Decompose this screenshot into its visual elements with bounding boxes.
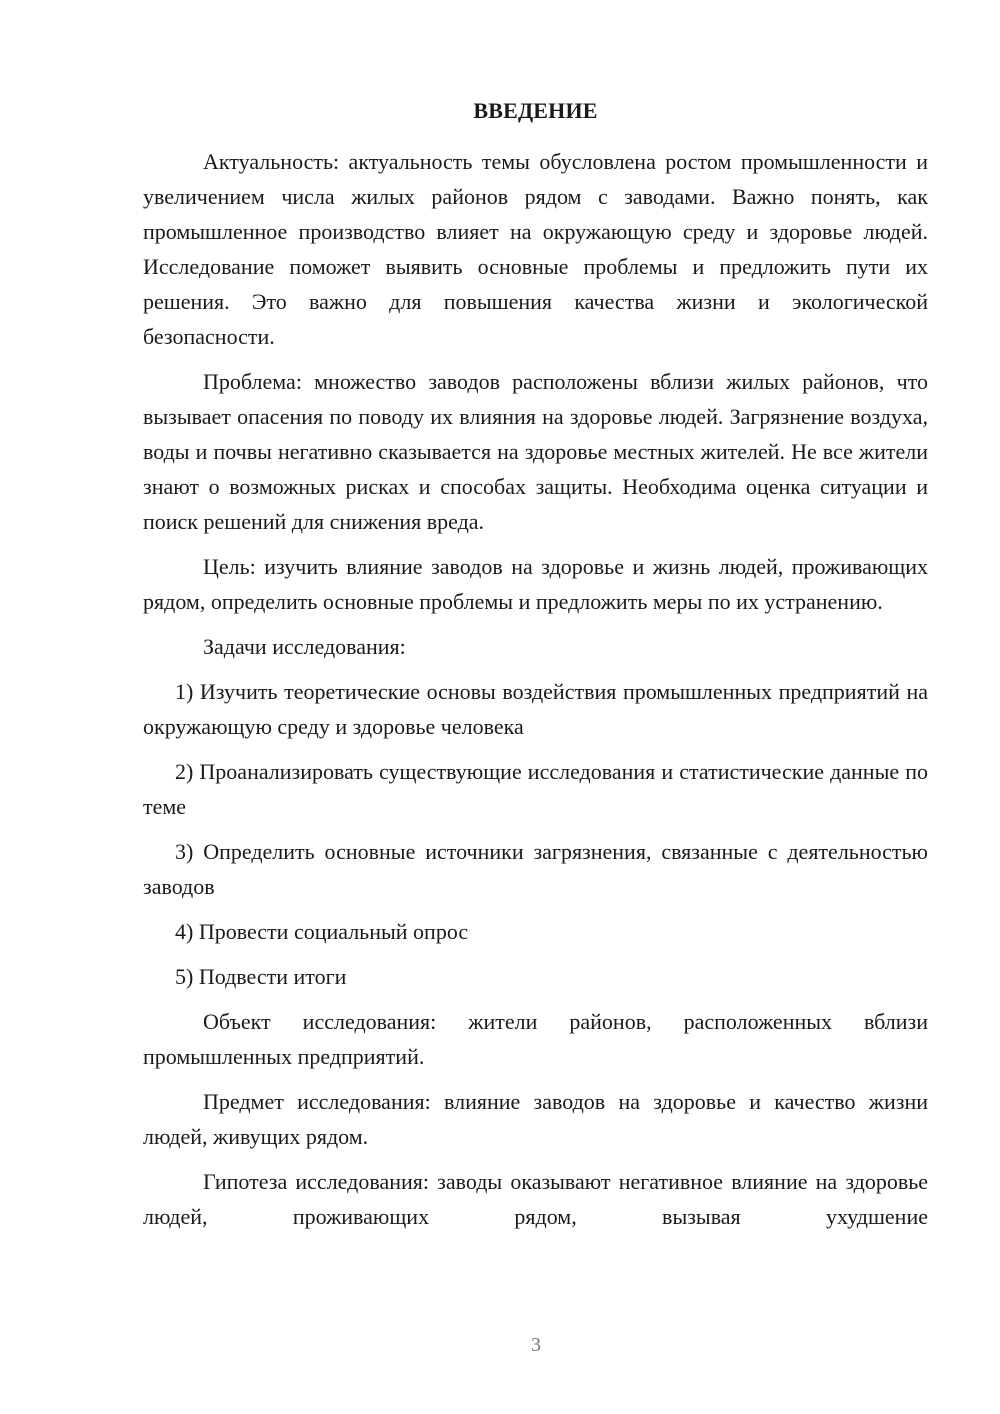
page-title: ВВЕДЕНИЕ [473, 98, 598, 123]
tasks-heading: Задачи исследования: [203, 634, 406, 659]
paragraph-goal: Цель: изучить влияние заводов на здоровье и жизнь людей, проживающих рядом, определить основные проблемы и предложить меры по их устранению. [143, 554, 928, 614]
paragraph-object: Объект исследования: жители районов, расположенных вблизи промышленных предприятий. [143, 1009, 928, 1069]
paragraph-hypothesis: Гипотеза исследования: заводы оказывают негативное влияние на здоровье людей, проживающих рядом, вызывая ухудшение [143, 1169, 928, 1229]
task-item-4: 4) Провести социальный опрос [175, 919, 469, 944]
paragraph-relevance: Актуальность: актуальность темы обусловлена ростом промышленности и увеличением числа жилых районов рядом с заводами. Важно понять, как промышленное производство влияет на окружающую среду и здоровье людей. Исследование поможет выявить основные проблемы и предложить пути их решения. Это важно для повышения качества жизни и экологической безопасности. [143, 149, 928, 349]
task-item-2: 2) Проанализировать существующие исследования и статистические данные по теме [143, 759, 928, 819]
document-page [143, 96, 928, 1244]
paragraph-problem: Проблема: множество заводов расположены вблизи жилых районов, что вызывает опасения по поводу их влияния на здоровье людей. Загрязнение воздуха, воды и почвы негативно сказывается на здоровье местных жителей. Не все жители знают о возможных рисках и способах защиты. Необходима оценка ситуации и поиск решений для снижения вреда. [143, 369, 928, 534]
paragraph-subject: Предмет исследования: влияние заводов на здоровье и качество жизни людей, живущих рядом. [143, 1089, 928, 1149]
page-number: 3 [531, 1334, 541, 1356]
task-item-5: 5) Подвести итоги [175, 964, 347, 989]
task-item-3: 3) Определить основные источники загрязнения, связанные с деятельностью заводов [143, 839, 928, 899]
task-item-1: 1) Изучить теоретические основы воздействия промышленных предприятий на окружающую среду и здоровье человека [143, 679, 928, 739]
